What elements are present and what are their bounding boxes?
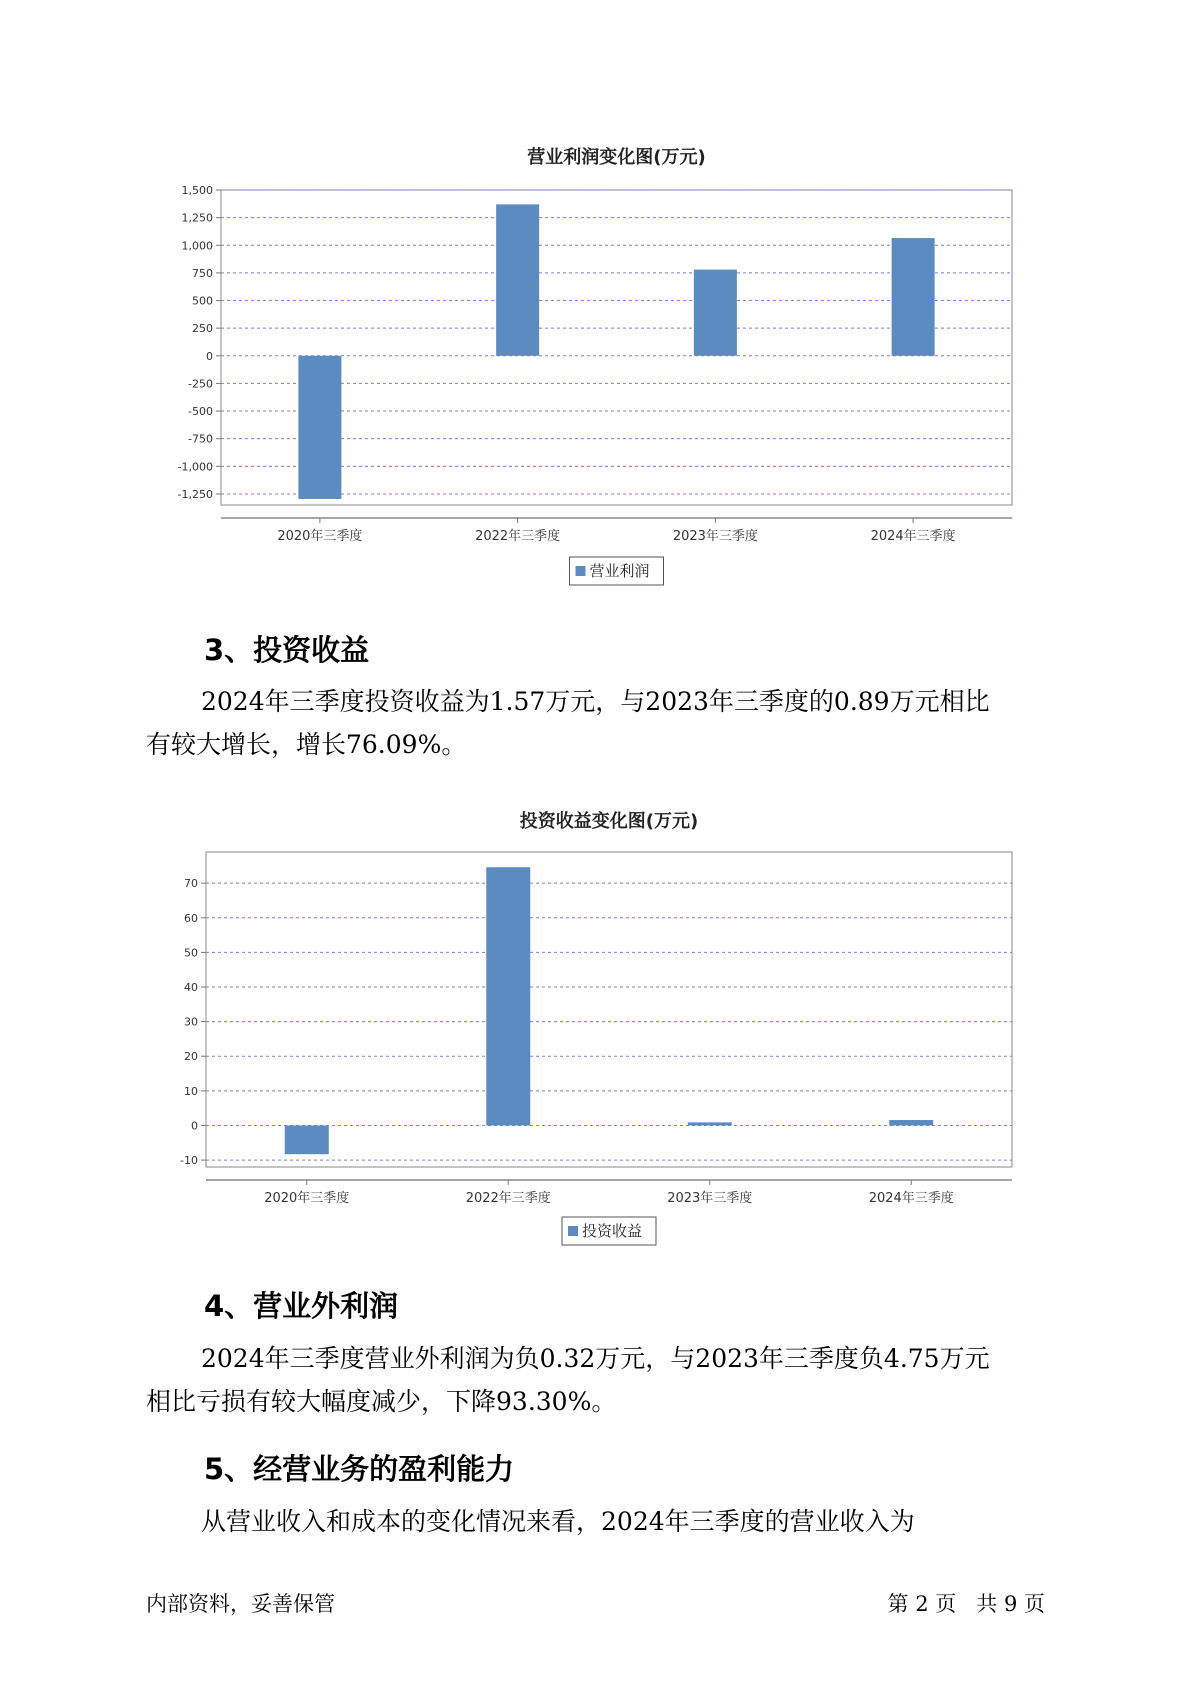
y-tick-label: -1,000 [177, 460, 213, 474]
bar [486, 867, 530, 1125]
paragraph-line: 2024年三季度营业外利润为负0.32万元，与2023年三季度负4.75万元 [201, 1344, 990, 1373]
y-tick-label: 10 [184, 1084, 198, 1098]
x-tick-label: 2024年三季度 [870, 529, 956, 544]
operating-profit-chart-svg [0, 130, 1191, 600]
y-tick-label: 250 [192, 322, 213, 336]
legend-swatch [568, 1226, 578, 1236]
y-tick-label: -1,250 [177, 487, 213, 501]
y-tick-label: -10 [180, 1154, 198, 1168]
investment-income-chart-svg [0, 800, 1191, 1265]
bar [688, 1122, 732, 1125]
legend-label: 投资收益 [582, 1222, 643, 1240]
footer-confidential-note: 内部资料，妥善保管 [146, 1592, 335, 1616]
section-heading-investment-income: 3、投资收益 [204, 633, 370, 667]
chart-title: 营业利润变化图(万元) [527, 147, 706, 168]
paragraph-line: 从营业收入和成本的变化情况来看，2024年三季度的营业收入为 [201, 1507, 915, 1536]
operating-profit-chart [0, 130, 1191, 600]
y-tick-label: 1,000 [181, 239, 213, 253]
paragraph-line: 相比亏损有较大幅度减少，下降93.30%。 [146, 1387, 617, 1416]
y-tick-label: 1,500 [181, 184, 213, 197]
y-tick-label: 750 [192, 266, 213, 280]
legend-label: 营业利润 [589, 562, 650, 580]
x-tick-label: 2022年三季度 [475, 529, 561, 544]
section-heading-non-operating-profit: 4、营业外利润 [204, 1289, 399, 1323]
profitability-paragraph [146, 1500, 1046, 1543]
y-tick-label: 50 [184, 946, 198, 960]
x-tick-label: 2022年三季度 [465, 1191, 551, 1206]
paragraph-line: 2024年三季度投资收益为1.57万元，与2023年三季度的0.89万元相比 [201, 687, 990, 716]
y-tick-label: -250 [188, 377, 213, 391]
x-tick-label: 2023年三季度 [667, 1191, 753, 1206]
x-tick-label: 2024年三季度 [868, 1191, 954, 1206]
legend-swatch [576, 566, 586, 576]
y-tick-label: 40 [184, 981, 198, 994]
x-tick-label: 2023年三季度 [672, 529, 758, 544]
chart-title: 投资收益变化图(万元) [519, 811, 699, 832]
footer-page-number: 第 2 页 共 9 页 [887, 1592, 1045, 1616]
x-tick-label: 2020年三季度 [264, 1191, 350, 1206]
y-tick-label: 20 [184, 1050, 198, 1064]
section-heading-profitability: 5、经营业务的盈利能力 [204, 1452, 515, 1486]
y-tick-label: 70 [184, 877, 198, 891]
y-tick-label: -500 [188, 405, 213, 419]
y-tick-label: 500 [192, 294, 213, 308]
bar [892, 238, 935, 356]
x-tick-label: 2020年三季度 [277, 529, 363, 544]
bar [496, 204, 539, 355]
paragraph-line: 有较大增长，增长76.09%。 [146, 730, 467, 759]
y-tick-label: 60 [184, 911, 198, 925]
y-tick-label: -750 [188, 432, 213, 446]
non-operating-profit-paragraph [146, 1337, 1046, 1423]
bar [694, 270, 737, 356]
y-tick-label: 0 [191, 1119, 198, 1133]
y-tick-label: 1,250 [181, 211, 213, 225]
investment-income-chart [0, 800, 1191, 1265]
bar [298, 356, 341, 499]
y-tick-label: 30 [184, 1015, 198, 1029]
bar [285, 1125, 329, 1154]
y-tick-label: 0 [206, 349, 213, 363]
bar [889, 1120, 933, 1125]
plot-area [206, 852, 1012, 1167]
investment-income-paragraph [146, 680, 1046, 766]
